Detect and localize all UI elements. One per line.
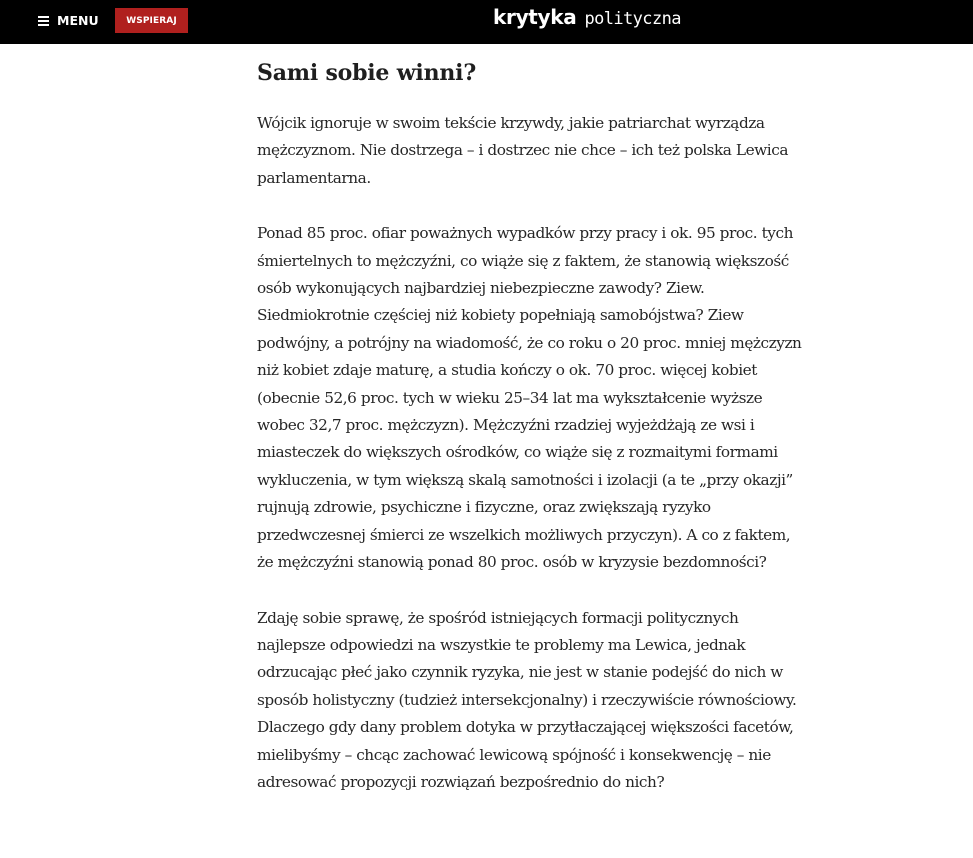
menu-label: MENU [57, 12, 99, 28]
article-paragraph: Ponad 85 proc. ofiar poważnych wypadków przy pracy i ok. 95 proc. tych śmiertelnych to mężczyźni, co wiąże się z faktem, że stanowią większość osób wykonujących najbardziej niebezpieczne zawody? Ziew. Siedmiokrotnie częściej niż kobiety popełniają samobójstwa? Ziew podwójny, a potrójny na wiadomość, że co roku o 20 proc. mniej mężczyzn niż kobiet zdaje maturę, a studia kończy o ok. 70 proc. więcej kobiet (obecnie 52,6 proc. tych w wieku 25–34 lat ma wykształcenie wyższe wobec 32,7 proc. mężczyzn). Mężczyźni rzadziej wyjeżdżają ze wsi i miasteczek do większych ośrodków, co wiąże się z rozmaitymi formami wykluczenia, w tym większą skalą samotności i izolacji (a te „przy okazji” rujnują zdrowie, psychiczne i fizyczne, oraz zwiększają ryzyko przedwczesnej śmierci ze wszelkich możliwych przyczyn). A co z faktem, że mężczyźni stanowią ponad 80 proc. osób w kryzysie bezdomności? [257, 224, 802, 572]
support-button[interactable]: WSPIERAJ [115, 8, 188, 33]
article-body [257, 58, 805, 824]
menu-button[interactable] [38, 10, 99, 30]
logo-text-bold: krytyka [493, 5, 577, 29]
hamburger-icon [38, 16, 49, 25]
site-logo[interactable] [493, 5, 681, 35]
article-paragraph: Wójcik ignoruje w swoim tekście krzywdy, jakie patriarchat wyrządza mężczyznom. Nie dostrzega – i dostrzec nie chce – ich też polska Lewica parlamentarna. [257, 114, 789, 187]
top-navigation-bar [0, 0, 973, 44]
logo-text-light: polityczna [584, 9, 681, 29]
article-subheading: Sami sobie winni? [257, 60, 477, 86]
article-paragraph: Zdaję sobie sprawę, że spośród istniejących formacji politycznych najlepsze odpowiedzi na wszystkie te problemy ma Lewica, jednak odrzucając płeć jako czynnik ryzyka, nie jest w stanie podejść do nich w sposób holistyczny (tudzież intersekcjonalny) i rzeczywiście równościowy. Dlaczego gdy dany problem dotyka w przytłaczającej większości facetów, mielibyśmy – chcąc zachować lewicową spójność i konsekwencję – nie adresować propozycji rozwiązań bezpośrednio do nich? [257, 608, 797, 791]
